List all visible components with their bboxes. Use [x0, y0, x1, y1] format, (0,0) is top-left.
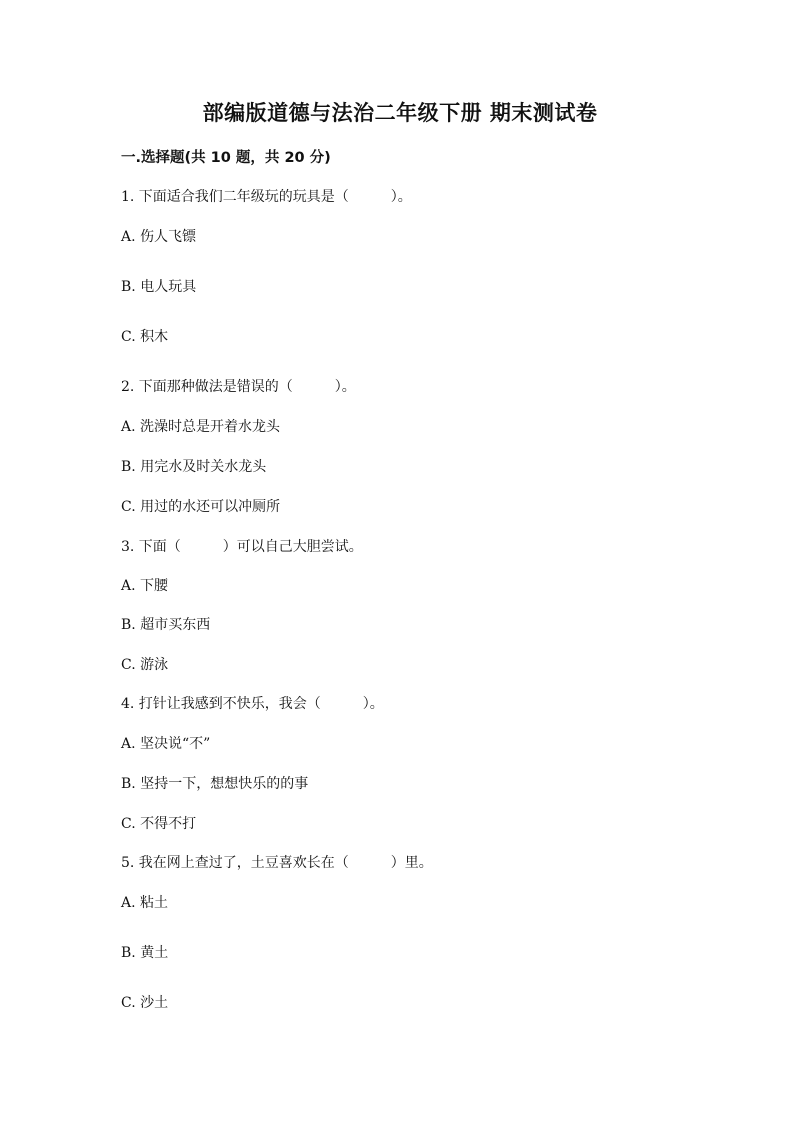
question-5-stem: 5. 我在网上查过了，土豆喜欢长在（ ）里。 — [121, 855, 433, 871]
question-1-stem: 1. 下面适合我们二年级玩的玩具是（ ）。 — [121, 189, 412, 205]
question-2-stem: 2. 下面那种做法是错误的（ ）。 — [121, 379, 356, 395]
page-title: 部编版道德与法治二年级下册 期末测试卷 — [202, 101, 598, 125]
question-1-option-b: B. 电人玩具 — [121, 279, 197, 295]
question-3-option-c: C. 游泳 — [121, 657, 169, 673]
question-3-stem: 3. 下面（ ）可以自己大胆尝试。 — [121, 539, 363, 555]
question-5-option-c: C. 沙土 — [121, 995, 169, 1011]
question-4-stem: 4. 打针让我感到不快乐，我会（ ）。 — [121, 696, 384, 712]
question-3-option-b: B. 超市买东西 — [121, 617, 211, 633]
question-5-option-b: B. 黄土 — [121, 945, 169, 961]
question-5-option-a: A. 粘土 — [121, 895, 169, 911]
question-4-option-b: B. 坚持一下，想想快乐的的事 — [121, 776, 309, 792]
question-2-option-b: B. 用完水及时关水龙头 — [121, 459, 267, 475]
question-1-option-c: C. 积木 — [121, 329, 169, 345]
question-4-option-c: C. 不得不打 — [121, 816, 197, 832]
question-1-option-a: A. 伤人飞镖 — [121, 229, 197, 245]
section-heading: 一.选择题(共 10 题，共 20 分) — [121, 150, 331, 166]
question-3-option-a: A. 下腰 — [121, 578, 169, 594]
question-2-option-c: C. 用过的水还可以冲厕所 — [121, 499, 281, 515]
question-4-option-a: A. 坚决说“不” — [121, 736, 211, 752]
question-2-option-a: A. 洗澡时总是开着水龙头 — [121, 419, 281, 435]
